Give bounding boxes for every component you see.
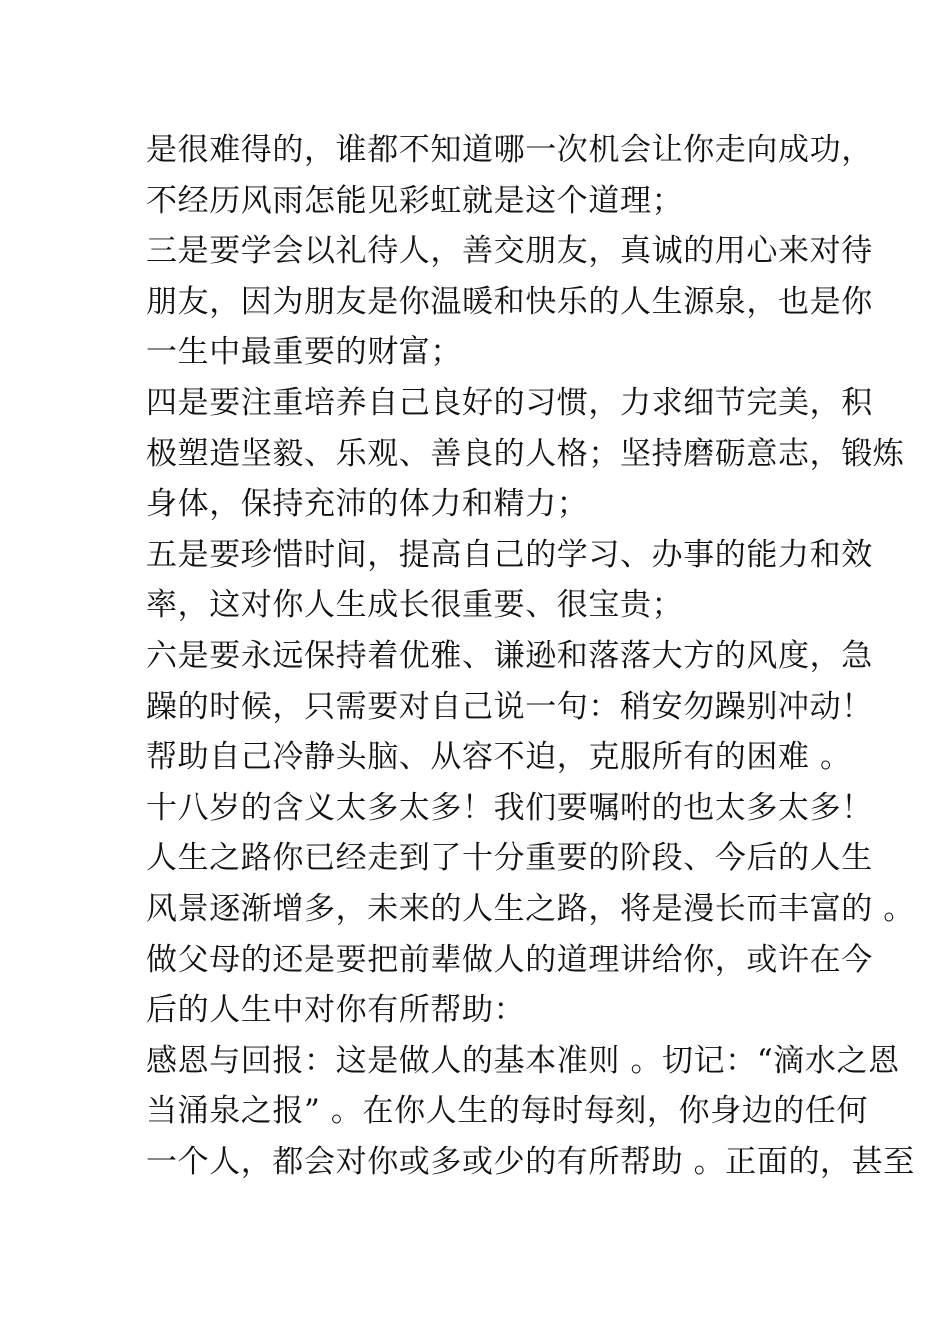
text-line: 率，这对你人生成长很重要、很宝贵； xyxy=(146,587,684,624)
body-text xyxy=(146,125,915,1187)
text-line: 身体，保持充沛的体力和精力； xyxy=(146,486,589,523)
text-line: 四是要注重培养自己良好的习惯，力求细节完美，积 xyxy=(146,384,873,421)
text-line: 不经历风雨怎能见彩虹就是这个道理； xyxy=(146,182,684,219)
text-line: 朋友，因为朋友是你温暖和快乐的人生源泉，也是你 xyxy=(146,283,873,320)
text-line: 后的人生中对你有所帮助： xyxy=(146,992,526,1029)
text-line: 一个人，都会对你或多或少的有所帮助 。正面的，甚至 xyxy=(146,1143,915,1180)
text-line: 五是要珍惜时间，提高自己的学习、办事的能力和效 xyxy=(146,536,873,573)
text-line: 躁的时候，只需要对自己说一句：稍安勿躁别冲动！ xyxy=(146,688,873,725)
text-line: 极塑造坚毅、乐观、善良的人格；坚持磨砺意志，锻炼 xyxy=(146,435,905,472)
text-line: 风景逐渐增多，未来的人生之路，将是漫长而丰富的 。 xyxy=(146,890,915,927)
text-line: 帮助自己冷静头脑、从容不迫，克服所有的困难 。 xyxy=(146,739,852,776)
text-line: 当涌泉之报” 。在你人生的每时每刻，你身边的任何 xyxy=(146,1093,869,1130)
text-line: 做父母的还是要把前辈做人的道理讲给你，或许在今 xyxy=(146,941,873,978)
text-line: 十八岁的含义太多太多！我们要嘱咐的也太多太多！ xyxy=(146,789,873,826)
text-line: 人生之路你已经走到了十分重要的阶段、今后的人生 xyxy=(146,840,873,877)
text-line: 六是要永远保持着优雅、谦逊和落落大方的风度，急 xyxy=(146,637,873,674)
text-line: 一生中最重要的财富； xyxy=(146,334,462,371)
text-line: 感恩与回报：这是做人的基本准则 。切记：“滴水之恩 xyxy=(146,1042,900,1079)
text-line: 三是要学会以礼待人，善交朋友，真诚的用心来对待 xyxy=(146,233,873,270)
text-line: 是很难得的，谁都不知道哪一次机会让你走向成功， xyxy=(146,132,873,168)
